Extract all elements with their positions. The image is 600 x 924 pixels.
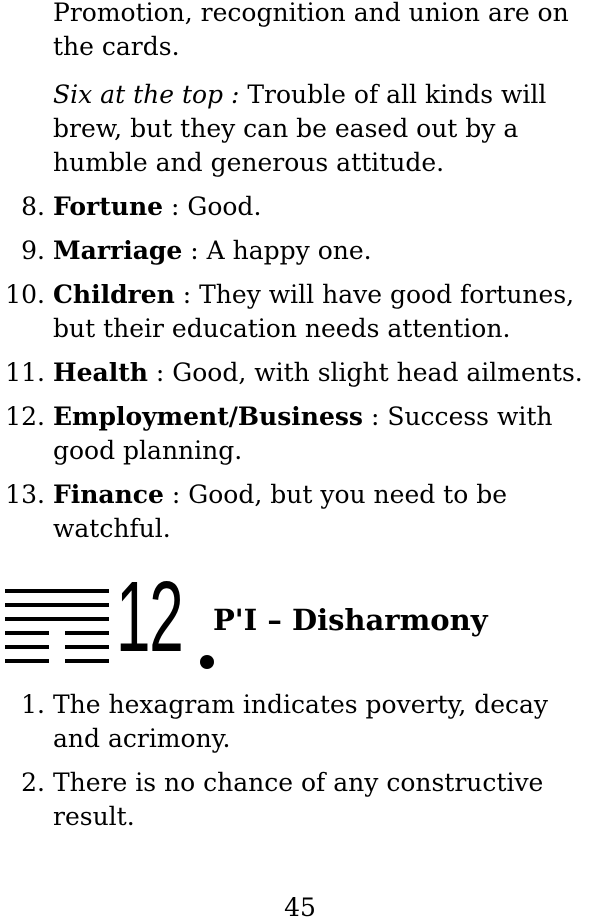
item-term: Fortune xyxy=(53,192,164,221)
hexagram-symbol xyxy=(5,587,111,671)
six-top-line-2: brew, but they can be eased out by a xyxy=(53,114,519,143)
intro-line-1: Promotion, recognition and union are on xyxy=(53,0,569,27)
item-term: Marriage xyxy=(53,236,183,265)
six-top-line-3: humble and generous attitude. xyxy=(53,148,445,177)
item-number: 13. xyxy=(5,480,45,509)
hexagram-line-solid xyxy=(5,589,109,593)
hexagram-title: P'I – Disharmony xyxy=(213,603,488,637)
item-term: Health xyxy=(53,358,148,387)
item-text: : A happy one. xyxy=(182,236,372,265)
item-text: The hexagram indicates poverty, decay xyxy=(53,690,549,719)
hexagram-line-broken xyxy=(5,645,49,649)
hexagram-line-broken xyxy=(65,659,109,663)
item-term: Finance xyxy=(53,480,164,509)
item-number: 10. xyxy=(5,280,45,309)
hexagram-line-solid xyxy=(5,603,109,607)
hexagram-line-solid xyxy=(5,617,109,621)
item-text: : Good, but you need to be xyxy=(163,480,508,509)
item-number: 2. xyxy=(21,768,45,797)
item-continuation: result. xyxy=(53,802,135,831)
item-continuation: and acrimony. xyxy=(53,724,231,753)
intro-line-2: the cards. xyxy=(53,32,180,61)
item-continuation: good planning. xyxy=(53,436,243,465)
hexagram-number: 12 xyxy=(116,561,183,673)
item-text: : Success with xyxy=(363,402,553,431)
item-number: 1. xyxy=(21,690,45,719)
item-text: : They will have good fortunes, xyxy=(174,280,575,309)
hexagram-line-broken xyxy=(5,659,49,663)
item-continuation: watchful. xyxy=(53,514,171,543)
six-top-label: Six at the top : xyxy=(53,80,240,109)
item-number: 9. xyxy=(21,236,45,265)
hexagram-line-broken xyxy=(65,645,109,649)
hexagram-number-dot xyxy=(200,655,214,669)
six-top-line-1 xyxy=(53,80,546,110)
page-number: 45 xyxy=(284,893,316,922)
item-term: Employment/Business xyxy=(53,402,364,431)
item-text: There is no chance of any constructive xyxy=(53,768,544,797)
hexagram-line-broken xyxy=(65,631,109,635)
item-continuation: but their education needs attention. xyxy=(53,314,511,343)
item-text: : Good. xyxy=(163,192,262,221)
item-number: 8. xyxy=(21,192,45,221)
item-number: 12. xyxy=(5,402,45,431)
item-term: Children xyxy=(53,280,175,309)
item-number: 11. xyxy=(5,358,45,387)
six-top-text: Trouble of all kinds will xyxy=(239,80,547,109)
item-text: : Good, with slight head ailments. xyxy=(147,358,583,387)
hexagram-line-broken xyxy=(5,631,49,635)
